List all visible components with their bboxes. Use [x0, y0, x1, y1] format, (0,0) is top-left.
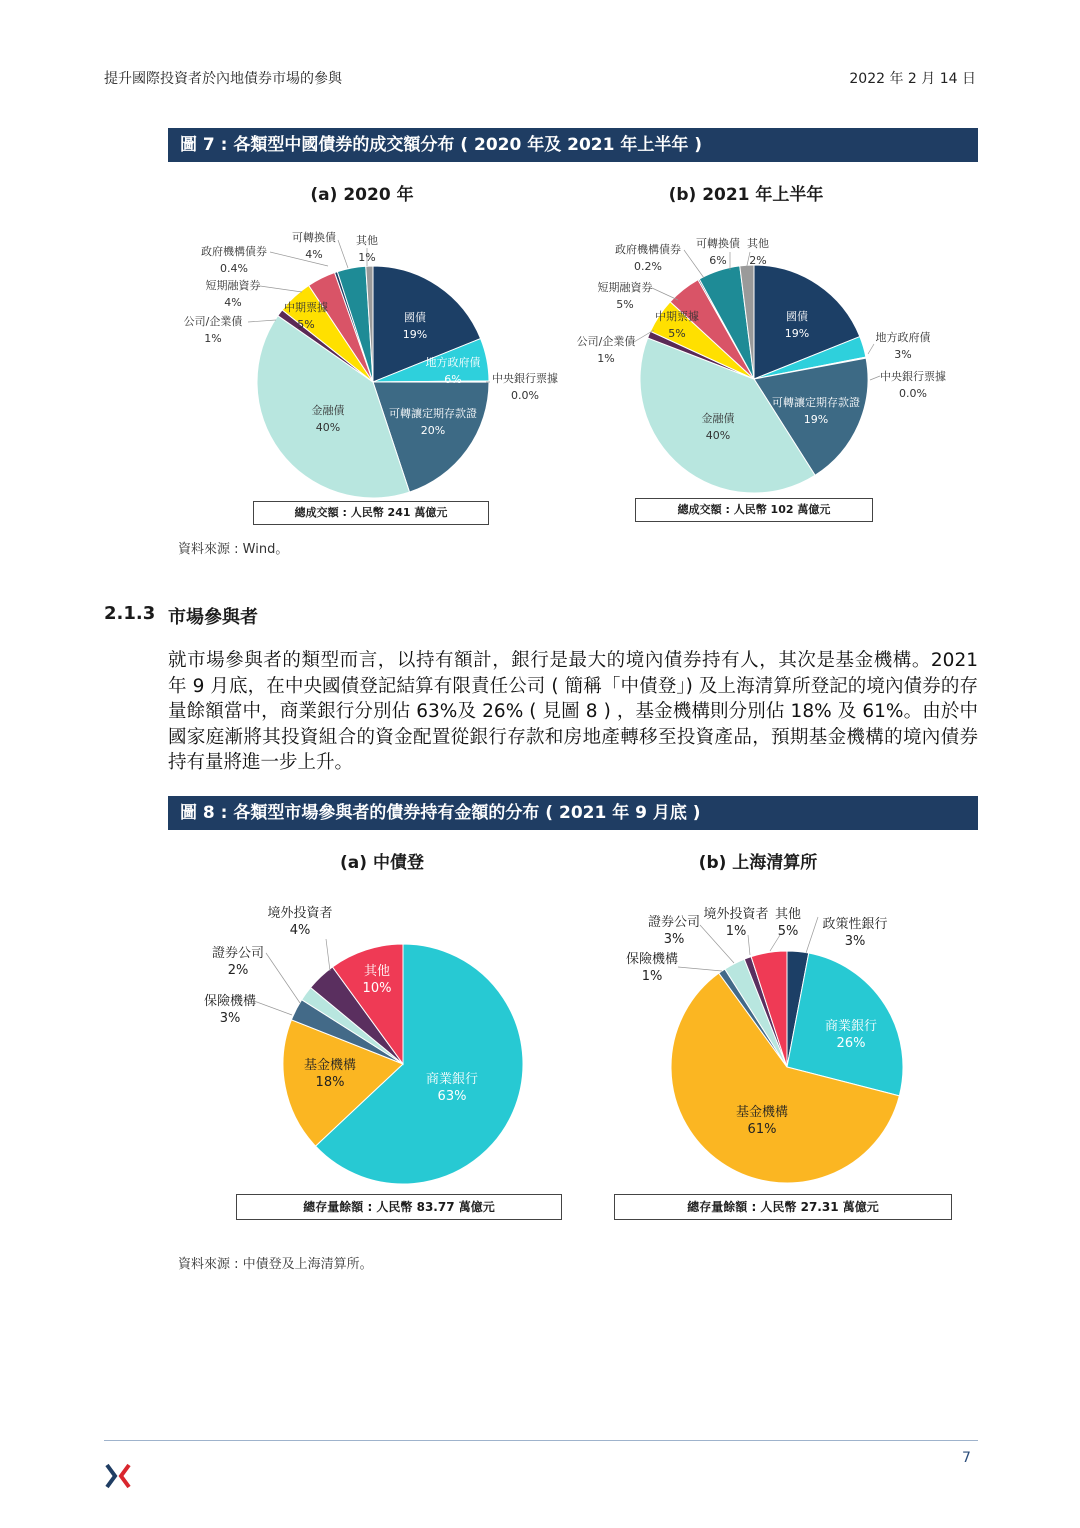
slice-label: 商業銀行 — [425, 1072, 479, 1087]
slice-value: 20% — [420, 424, 446, 437]
slice-value: 0.2% — [634, 260, 662, 273]
slice-label: 可轉讓定期存款證 — [389, 407, 477, 420]
leader-line — [266, 953, 300, 1003]
paragraph-text: 就市場參與者的類型而言，以持有額計，銀行是最大的境內債券持有人，其次是基金機構。2021 年 9 月底，在中央國債登記結算有限責任公司 ( 簡稱「中債登」) 及上海清算所登記的境內債券的存量餘額當中，商業銀行分別佔 63%及 26% ( 見圖 8 ) ，基金機構則分別佔 18% 及 61%。由於中國家庭漸將其投資組合的資金配置從銀行存款和房地產轉移至投資產品，預期基金機構的境內債券持有量將進一步上升。 — [168, 650, 978, 773]
leader-line — [260, 286, 302, 292]
leader-line — [326, 939, 330, 971]
slice-value: 5% — [297, 318, 315, 331]
figure8a-pie-chart — [180, 895, 560, 1190]
hkex-logo-icon — [104, 1462, 132, 1490]
figure8b-pie-chart — [600, 895, 980, 1190]
slice-label: 其他 — [363, 964, 391, 979]
footer-divider — [104, 1440, 978, 1441]
figure8a-subtitle: (a) 中債登 — [340, 853, 424, 873]
slice-label: 短期融資券 — [597, 281, 653, 294]
slice-label: 地方政府債 — [875, 331, 931, 344]
figure8a-total: 總存量餘額 : 人民幣 83.77 萬億元 — [236, 1194, 562, 1220]
slice-value: 1% — [725, 924, 747, 939]
figure7a-pie-chart — [170, 222, 570, 512]
slice-value: 4% — [289, 923, 311, 938]
slice-label: 可轉換債 — [696, 237, 740, 250]
leader-line — [678, 967, 722, 971]
section-title: 市場參與者 — [168, 607, 258, 628]
slice-label: 公司/企業債 — [183, 315, 243, 328]
slice-label: 國債 — [404, 311, 426, 324]
slice-label: 中央銀行票據 — [880, 370, 946, 383]
slice-value: 5% — [616, 298, 634, 311]
slice-value: 4% — [224, 296, 242, 309]
slice-value: 61% — [747, 1122, 777, 1137]
slice-label: 國債 — [786, 310, 808, 323]
page-number: 7 — [962, 1450, 971, 1466]
slice-value: 2% — [749, 254, 767, 267]
leader-line — [652, 288, 678, 300]
slice-value: 1% — [204, 332, 222, 345]
slice-label: 其他 — [747, 237, 769, 250]
slice-value: 1% — [597, 352, 615, 365]
slice-label: 保險機構 — [625, 952, 679, 967]
slice-value: 19% — [402, 328, 428, 341]
slice-value: 1% — [358, 251, 376, 264]
slice-value: 19% — [803, 413, 829, 426]
slice-value: 6% — [444, 373, 462, 386]
figure7b-pie-chart — [570, 222, 970, 512]
slice-value: 19% — [784, 327, 810, 340]
figure8-source: 資料來源 : 中債登及上海清算所。 — [178, 1257, 373, 1272]
slice-label: 基金機構 — [303, 1058, 357, 1073]
document-date: 2022 年 2 月 14 日 — [849, 71, 976, 87]
slice-label: 可轉換債 — [292, 231, 336, 244]
slice-label: 商業銀行 — [824, 1019, 878, 1034]
leader-line — [338, 240, 348, 268]
slice-value: 1% — [641, 969, 663, 984]
figure7a-subtitle: (a) 2020 年 — [310, 185, 414, 205]
slice-value: 26% — [836, 1036, 866, 1051]
slice-value: 0.0% — [899, 387, 927, 400]
slice-label: 金融債 — [701, 412, 735, 425]
leader-line — [748, 935, 750, 955]
slice-value: 5% — [668, 327, 686, 340]
slice-label: 證券公司 — [211, 946, 265, 961]
slice-label: 證券公司 — [647, 915, 701, 930]
slice-label: 公司/企業債 — [576, 335, 636, 348]
slice-label: 其他 — [774, 907, 802, 922]
section-number: 2.1.3 — [104, 603, 156, 624]
figure8b-subtitle: (b) 上海清算所 — [698, 853, 818, 873]
figure7b-subtitle: (b) 2021 年上半年 — [668, 185, 824, 205]
slice-label: 政策性銀行 — [822, 917, 888, 932]
slice-label: 基金機構 — [735, 1105, 789, 1120]
figure7-title: 圖 7 : 各類型中國債券的成交額分布 ( 2020 年及 2021 年上半年 ) — [168, 128, 978, 162]
slice-value: 63% — [437, 1089, 467, 1104]
slice-value: 3% — [894, 348, 912, 361]
slice-label: 政府機構債券 — [615, 243, 681, 256]
figure7b-total: 總成交額 : 人民幣 102 萬億元 — [635, 498, 873, 522]
slice-value: 4% — [305, 248, 323, 261]
slice-label: 中期票據 — [284, 301, 328, 314]
slice-label: 境外投資者 — [267, 906, 333, 921]
leader-line — [868, 344, 874, 354]
slice-label: 保險機構 — [203, 994, 257, 1009]
leader-line — [684, 250, 704, 278]
document-title: 提升國際投資者於內地債券市場的參與 — [104, 71, 342, 87]
slice-value: 3% — [219, 1011, 241, 1026]
slice-value: 5% — [777, 924, 799, 939]
figure7-source: 資料來源 : Wind。 — [178, 542, 289, 557]
leader-line — [248, 320, 276, 322]
figure8b-total: 總存量餘額 : 人民幣 27.31 萬億元 — [614, 1194, 952, 1220]
slice-label: 地方政府債 — [425, 356, 481, 369]
slice-value: 2% — [227, 963, 249, 978]
slice-value: 0.0% — [511, 389, 539, 402]
leader-line — [870, 376, 880, 380]
slice-value: 3% — [844, 934, 866, 949]
figure8-title: 圖 8 : 各類型市場參與者的債券持有金額的分布 ( 2021 年 9 月底 ) — [168, 796, 978, 830]
slice-value: 40% — [315, 421, 341, 434]
slice-label: 可轉讓定期存款證 — [772, 396, 860, 409]
slice-label: 中期票據 — [655, 310, 699, 323]
slice-value: 18% — [315, 1075, 345, 1090]
figure7a-total: 總成交額 : 人民幣 241 萬億元 — [253, 501, 489, 525]
leader-line — [806, 917, 818, 953]
body-paragraph — [168, 648, 978, 776]
leader-line — [254, 1001, 292, 1015]
slice-value: 0.4% — [220, 262, 248, 275]
slice-label: 中央銀行票據 — [492, 372, 558, 385]
slice-label: 金融債 — [311, 404, 345, 417]
slice-value: 10% — [362, 981, 392, 996]
slice-label: 短期融資券 — [205, 279, 261, 292]
slice-label: 境外投資者 — [703, 907, 769, 922]
slice-label: 其他 — [356, 234, 378, 247]
slice-value: 6% — [709, 254, 727, 267]
slice-value: 3% — [663, 932, 685, 947]
slice-value: 40% — [705, 429, 731, 442]
slice-label: 政府機構債券 — [201, 245, 267, 258]
